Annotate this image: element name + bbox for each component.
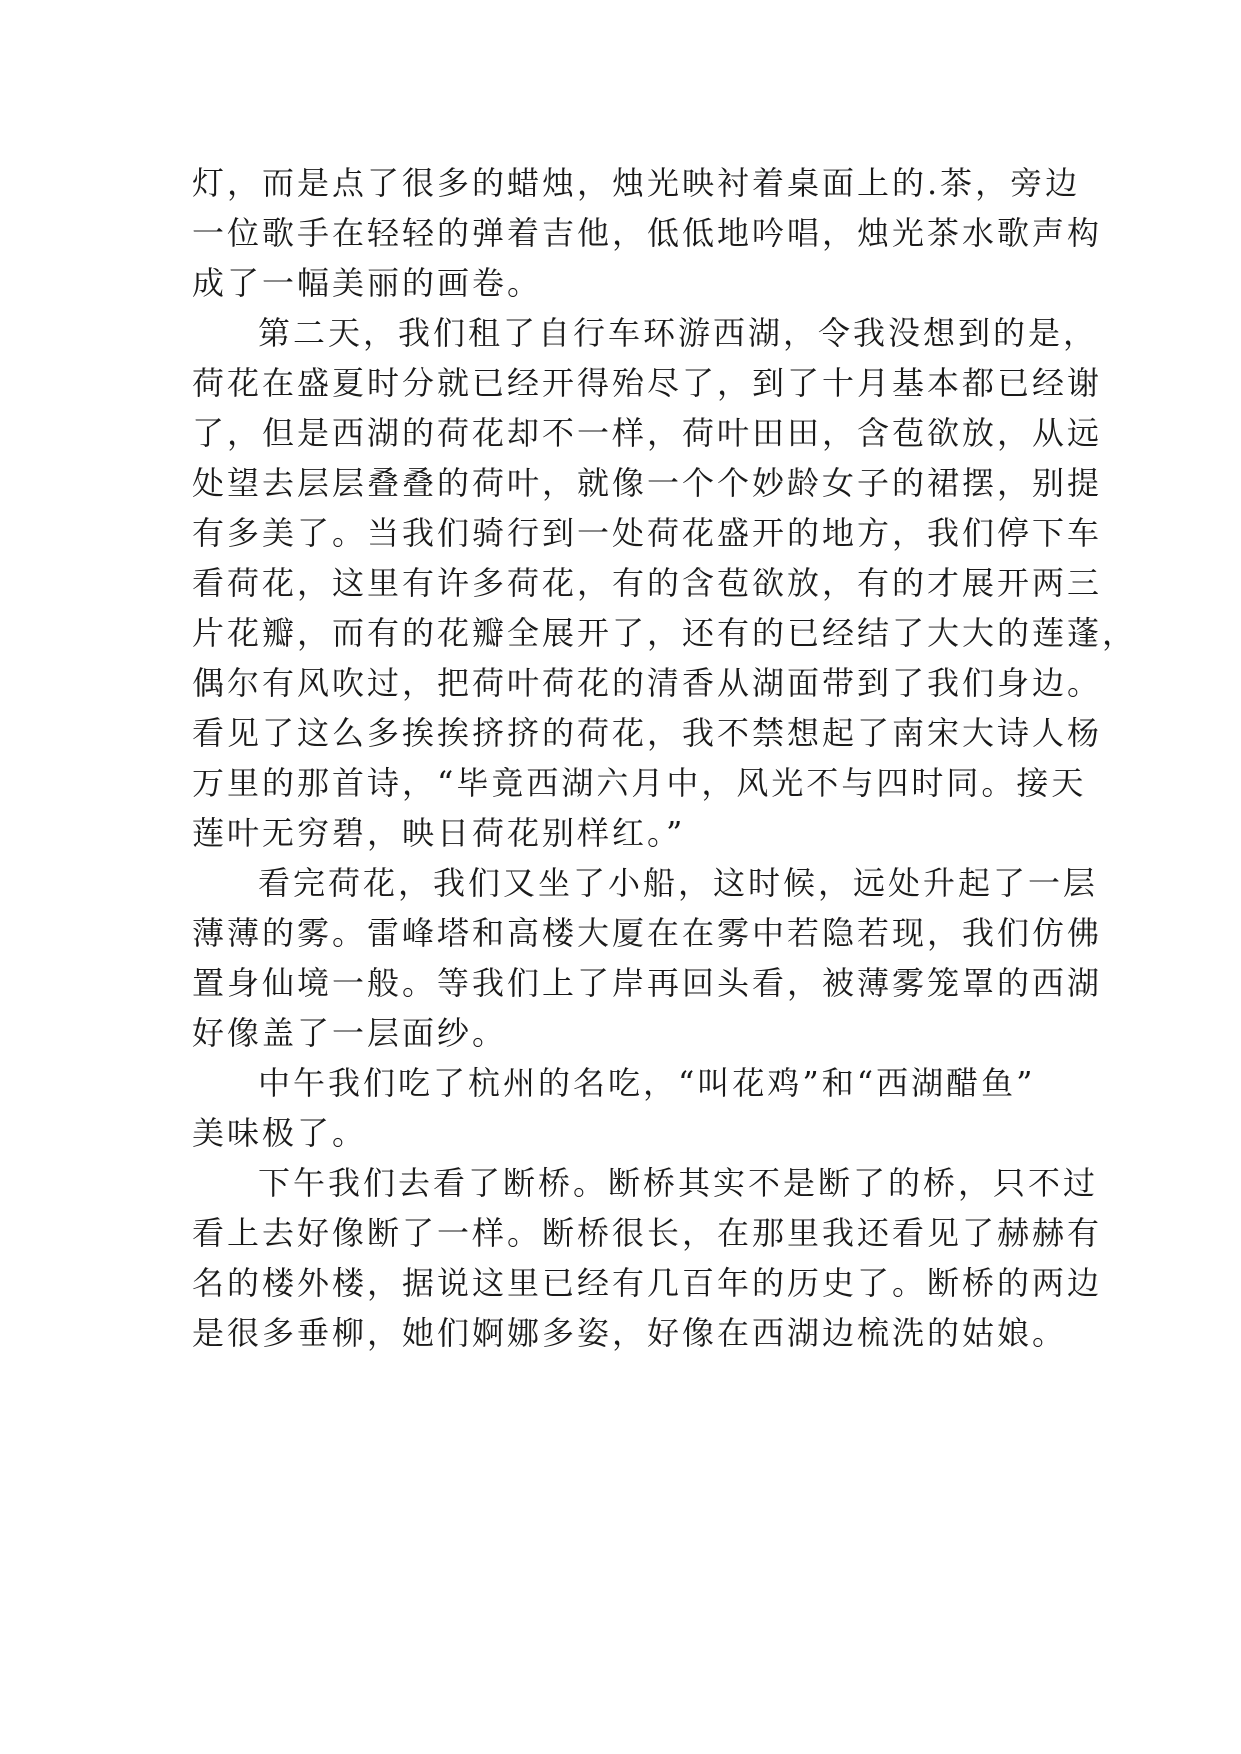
text-line: 处望去层层叠叠的荷叶，就像一个个妙龄女子的裙摆，别提 <box>192 464 1103 502</box>
text-line: 是很多垂柳，她们婀娜多姿，好像在西湖边梳洗的姑娘。 <box>192 1314 1068 1352</box>
text-line: 看荷花，这里有许多荷花，有的含苞欲放，有的才展开两三 <box>192 564 1103 602</box>
text-line: 荷花在盛夏时分就已经开得殆尽了，到了十月基本都已经谢 <box>192 364 1103 402</box>
body-text <box>192 158 1138 1358</box>
paragraph-first-line: 看完荷花，我们又坐了小船，这时候，远处升起了一层 <box>258 864 1099 902</box>
text-line: 成了一幅美丽的画卷。 <box>192 264 543 302</box>
text-line: 灯，而是点了很多的蜡烛，烛光映衬着桌面上的.茶，旁边 <box>192 164 1081 202</box>
text-line: 片花瓣，而有的花瓣全展开了，还有的已经结了大大的莲蓬， <box>192 614 1138 652</box>
text-line: 看见了这么多挨挨挤挤的荷花，我不禁想起了南宋大诗人杨 <box>192 714 1103 752</box>
text-line: 看上去好像断了一样。断桥很长，在那里我还看见了赫赫有 <box>192 1214 1103 1252</box>
text-line: 一位歌手在轻轻的弹着吉他，低低地吟唱，烛光茶水歌声构 <box>192 214 1103 252</box>
text-line: 置身仙境一般。等我们上了岸再回头看，被薄雾笼罩的西湖 <box>192 964 1103 1002</box>
text-line: 名的楼外楼，据说这里已经有几百年的历史了。断桥的两边 <box>192 1264 1103 1302</box>
paragraph-first-line: 第二天，我们租了自行车环游西湖，令我没想到的是， <box>258 314 1099 352</box>
text-line: 有多美了。当我们骑行到一处荷花盛开的地方，我们停下车 <box>192 514 1103 552</box>
paragraph-first-line: 中午我们吃了杭州的名吃，“叫花鸡”和“西湖醋鱼” <box>258 1064 1036 1102</box>
text-line: 美味极了。 <box>192 1114 368 1152</box>
text-line: 偶尔有风吹过，把荷叶荷花的清香从湖面带到了我们身边。 <box>192 664 1103 702</box>
text-line: 薄薄的雾。雷峰塔和高楼大厦在在雾中若隐若现，我们仿佛 <box>192 914 1103 952</box>
text-line: 了，但是西湖的荷花却不一样，荷叶田田，含苞欲放，从远 <box>192 414 1103 452</box>
text-line: 莲叶无穷碧，映日荷花别样红。” <box>192 814 686 852</box>
text-line: 好像盖了一层面纱。 <box>192 1014 508 1052</box>
text-line: 万里的那首诗，“毕竟西湖六月中，风光不与四时同。接天 <box>192 764 1087 802</box>
paragraph-first-line: 下午我们去看了断桥。断桥其实不是断了的桥，只不过 <box>258 1164 1099 1202</box>
